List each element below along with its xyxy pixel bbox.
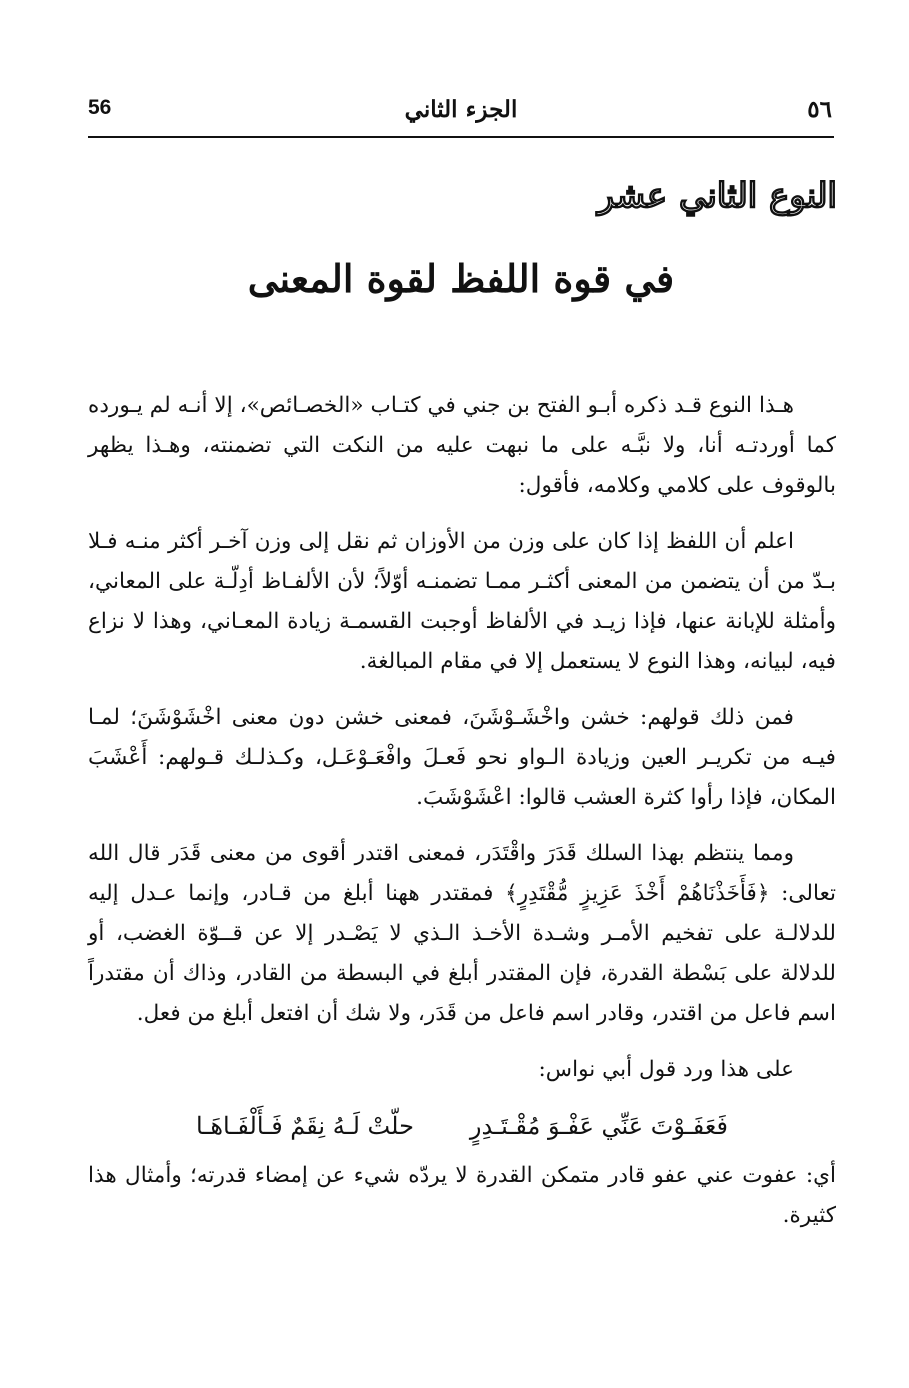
paragraph-2: اعلم أن اللفظ إذا كان على وزن من الأوزان ثم نقل إلى وزن آخـر أكثر منـه فـلا بـدّ من أن يتضمن من المعنى أكثـر ممـا تضمنـه أوّلاً؛ لأن الألفـاظ أدِلّـة على المعاني، وأمثلة للإبانة عنها، فإذا زيـد في الألفاظ أوجبت القسمـة زيادة المعـاني، وهذا لا نزاع فيه، لبيانه، وهذا النوع لا يستعمل إلا في مقام المبالغة. xyxy=(88,529,836,674)
paragraph-3: فمن ذلك قولهم: خشن واخْشَـوْشَنَ، فمعنى خشن دون معنى اخْشَوْشَنَ؛ لمـا فيـه من تكريـر العين وزيادة الـواو نحو فَعـلَ وافْعَـوْعَـل، وكـذلـك قـولهم: أَعْشَبَ المكان، فإذا رأوا كثرة العشب قالوا: اعْشَوْشَبَ. xyxy=(88,705,836,810)
header-rule xyxy=(88,136,834,138)
verse-first-hemistich: فَعَفَـوْتَ عَنِّي عَفْـوَ مُقْـتَـدِرٍ xyxy=(469,1112,728,1140)
page-number: 56 xyxy=(88,96,112,119)
body-text xyxy=(88,386,836,1252)
running-title: الجزء الثاني xyxy=(404,96,518,123)
verse-intro: على هذا ورد قول أبي نواس: xyxy=(538,1057,794,1082)
closing-paragraph: أي: عفوت عني عفو قادر متمكن القدرة لا يردّه شيء عن إمضاء قدرته؛ وأمثال هذا كثيرة. xyxy=(88,1163,836,1228)
page-number-arabic: ٥٦ xyxy=(807,96,832,123)
paragraph-4: ومما ينتظم بهذا السلك قَدَرَ واقْتَدَر، فمعنى اقتدر أقوى من معنى قَدَر قال الله تعالى: ﴿فَأَخَذْنَاهُمْ أَخْذَ عَزِيزٍ مُّقْتَدِرٍ﴾ فمقتدر ههنا أبلغ من قـادر، وإنما عـدل إليه للدلالـة على تفخيم الأمـر وشـدة الأخـذ الـذي لا يَصْـدر إلا عن قــوّة الغضب، أو للدلالة على بَسْطة القدرة، فإن المقتدر أبلغ في البسطة من القادر، وذاك أن مقتدراً اسم فاعل من اقتدر، وقادر اسم فاعل من قَدَر، ولا شك أن افتعل أبلغ من فعل. xyxy=(88,841,836,1026)
section-kicker: النوع الثاني عشر xyxy=(597,176,837,216)
paragraph-1: هـذا النوع قـد ذكره أبـو الفتح بن جني في كتـاب «الخصـائص»، إلا أنـه لم يـورده كما أوردتـه أنا، ولا نبَّـه على ما نبهت عليه من النكت التي تضمنته، وهـذا يظهر بالوقوف على كلامي وكلامه، فأقول: xyxy=(88,393,836,498)
poetry-verse xyxy=(88,1106,836,1146)
verse-second-hemistich: حلّتْ لَـهُ نِقَمٌ فَـأَلْفَـاهَـا xyxy=(196,1112,414,1140)
chapter-title: في قوة اللفظ لقوة المعنى xyxy=(247,256,675,301)
running-header xyxy=(88,96,834,132)
